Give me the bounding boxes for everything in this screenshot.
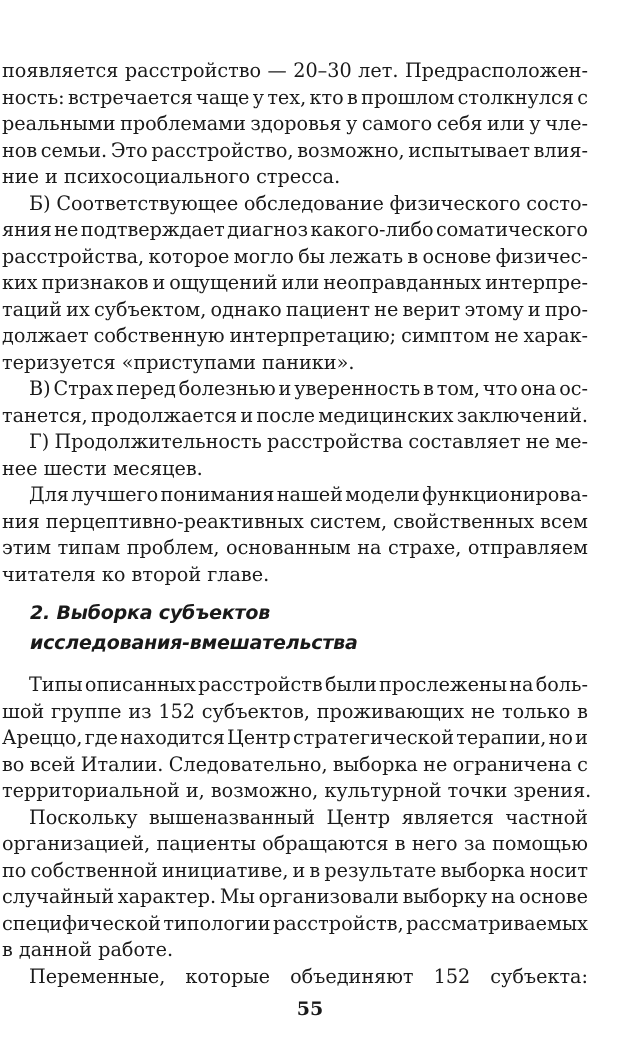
text-line: яния не подтверждает диагноз какого-либо соматического — [2, 218, 588, 241]
page-number: 55 — [296, 998, 324, 1020]
text-line: Б) Соответствующее обследование физического состо- — [29, 191, 588, 215]
text-line: расстройства, которое могло бы лежать в основе физичес- — [2, 244, 588, 268]
text-line: Поскольку вышеназванный Центр является частной — [29, 805, 588, 829]
text-line: реальными проблемами здоровья у самого себя или у чле- — [2, 112, 588, 135]
text-line: ких признаков и ощущений или неоправданных интерпре- — [2, 271, 588, 294]
text-line: теризуется «приступами паники». — [2, 350, 355, 374]
text-line: по собственной инициативе, и в результате выборка носит — [2, 858, 588, 882]
text-line: Для лучшего понимания нашей модели функционирова- — [29, 483, 588, 506]
text-line: танется, продолжается и после медицинских заключений. — [2, 403, 588, 427]
section-heading — [30, 598, 590, 658]
text-line: шой группе из 152 субъектов, проживающих не только в — [2, 699, 588, 723]
text-line: этим типам проблем, основанным на страхе, отправляем — [2, 536, 588, 559]
text-line: нов семьи. Это расстройство, возможно, испытывает влия- — [2, 138, 588, 162]
text-line: специфической типологии расстройств, рассматриваемых — [2, 911, 588, 935]
text-line: Переменные, которые объединяют 152 субъекта: — [29, 964, 588, 988]
text-block-top — [2, 58, 588, 588]
text-line: во всей Италии. Следовательно, выборка не ограничена с — [2, 752, 588, 776]
text-line: случайный характер. Мы организовали выборку на основе — [2, 885, 588, 908]
section-heading-line2: исследования-вмешательства — [30, 632, 358, 654]
text-line: Ареццо, где находится Центр стратегической терапии, но и — [2, 726, 588, 749]
text-line: территориальной и, возможно, культурной точки зрения. — [2, 779, 592, 802]
text-line: ность: встречается чаще у тех, кто в прошлом столкнулся с — [2, 85, 588, 109]
text-line: в данной работе. — [2, 938, 174, 961]
section-heading-line1: 2. Выборка субъектов — [30, 602, 271, 624]
text-line: ние и психосоциального стресса. — [2, 165, 341, 188]
text-line: Типы описанных расстройств были прослежены на боль- — [29, 673, 588, 696]
text-block-bottom — [2, 672, 592, 990]
text-line: читателя ко второй главе. — [2, 562, 270, 586]
text-line: ния перцептивно-реактивных систем, свойственных всем — [2, 509, 588, 533]
text-line: должает собственную интерпретацию; симптом не харак- — [2, 324, 588, 347]
text-line: Г) Продолжительность расстройства составляет не ме- — [29, 430, 588, 453]
text-line: таций их субъектом, однако пациент не верит этому и про- — [2, 297, 588, 321]
text-line: нее шести месяцев. — [2, 456, 203, 480]
text-line: появляется расстройство — 20–30 лет. Предрасположен- — [2, 59, 588, 82]
text-line: В) Страх перед болезнью и уверенность в том, что она ос- — [29, 377, 588, 400]
text-line: организацией, пациенты обращаются в него за помощью — [2, 832, 588, 855]
